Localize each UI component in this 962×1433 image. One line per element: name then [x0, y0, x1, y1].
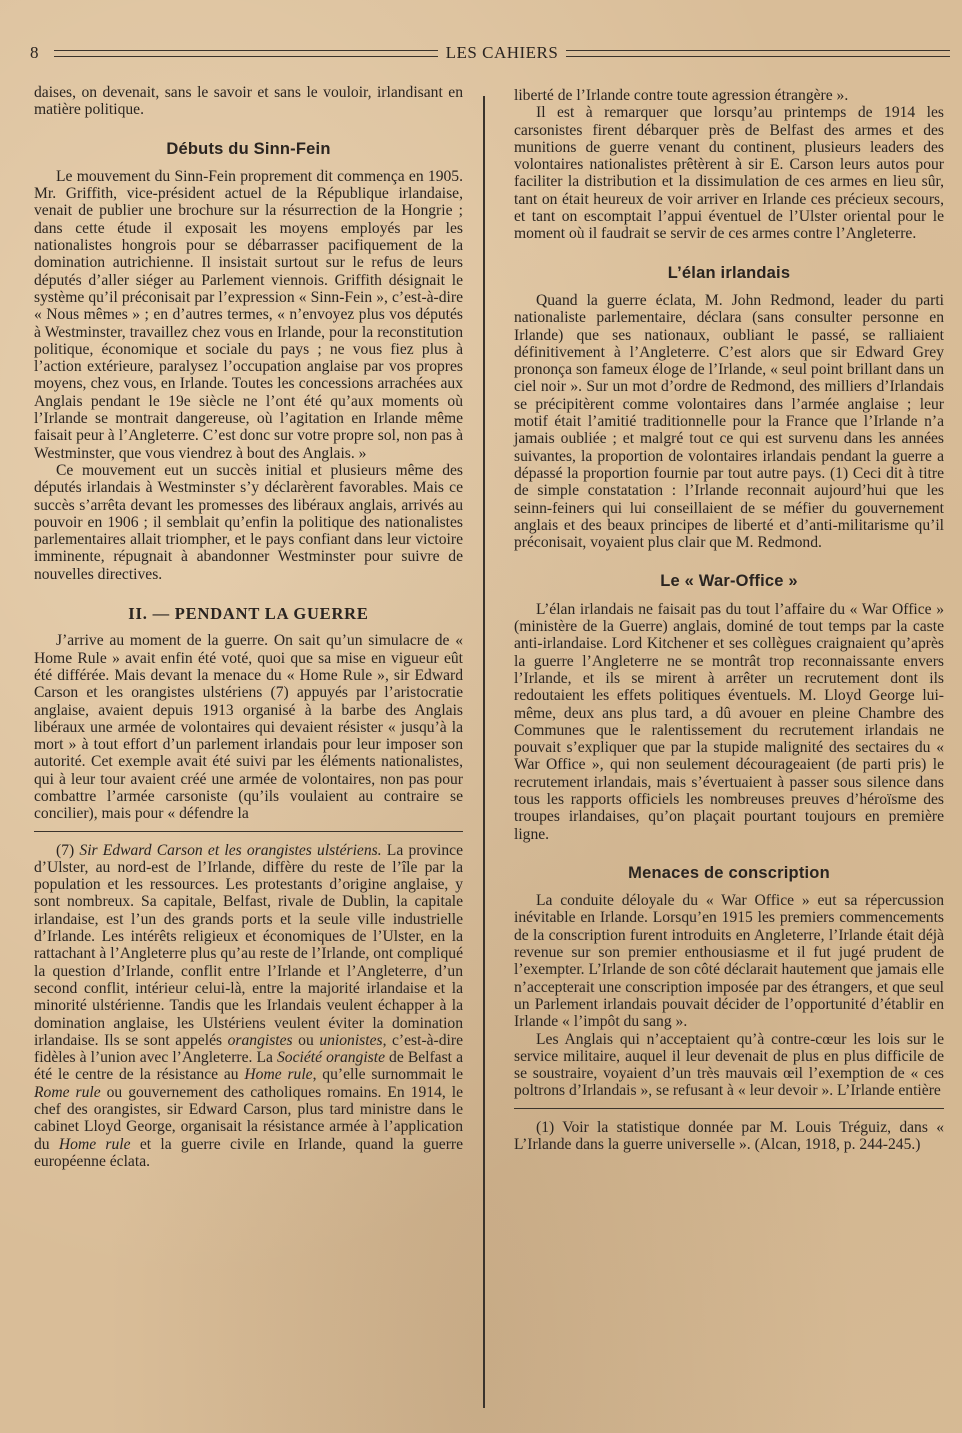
section-heading: Menaces de conscription: [628, 863, 830, 882]
section-heading: II. — PENDANT LA GUERRE: [128, 604, 369, 624]
left-column: [34, 84, 463, 1170]
header-rule-right: [566, 50, 950, 57]
paragraph: Ce mouvement eut un succès initial et plusieurs même des députés irlandais à Westminster s’y déclarèrent favorables. Mais ce succès s’arrêta devant les promesses des libéraux anglais, arrivés au pouvoir en 1906 ; il semblait qu’enfin la politique des nationalistes parlementaires allait triompher, et le pays confiant dans leur victoire imminente, répugnait à abandonner Westminster pour suivre de nouvelles directives.: [34, 461, 463, 583]
page-header: [30, 42, 950, 64]
section-heading: Débuts du Sinn-Fein: [166, 139, 331, 158]
running-title: LES CAHIERS: [445, 43, 559, 62]
paragraph: Quand la guerre éclata, M. John Redmond, leader du parti nationaliste parlementaire, déclara (sans consulter personne en Irlande) que ses nationaux, oubliant le passé, se ralliaient définitivement à l’Angleterre. C’est alors que sir Edward Grey prononça son fameux éloge de l’Irlande, « seul point brillant dans un ciel noir ». Sur un mot d’ordre de Redmond, des milliers d’Irlandais se précipitèrent comme volontaires dans l’armée anglaise ; leur motif était l’amitié traditionnelle pour la France que l’Irlande n’a jamais oubliée ; et malgré tout ce qui est survenu dans les années suivantes, la proportion de volontaires irlandais pendant la guerre a dépassé la proportion fournie par tout autre pays. (1) Ceci dit à titre de simple constatation : l’Irlande reconnait aujourd’hui que les seinn-feiners qui lui conseillaient de se méfier du gouvernement anglais et des beaux principes de liberté et d’anti-militarisme qu’il préconisait, voyaient plus clair que M. Redmond.: [514, 291, 944, 552]
footnote-title: Sir Edward Carson et les orangistes ulstériens.: [79, 841, 382, 859]
paragraph: L’élan irlandais ne faisait pas du tout l’affaire du « War Office » (ministère de la Guerre) anglais, dominé de tout temps par la caste anti-irlandaise. Lord Kitchener et ses collègues craignaient qu’après la guerre l’Angleterre ne se montrât trop reconnaissante envers l’Irlande, et ils se mirent à arrêter un recrutement dont ils redoutaient les effets politiques éventuels. M. Lloyd George lui-même, deux ans plus tard, a dû avouer en pleine Chambre des Communes que le ralentissement du recrutement irlandais ne pouvait s’expliquer que par la stupide malignité des sectaires du « War Office », qui non seulement décourageaient (de parti pris) le recrutement irlandais, mais s’évertuaient à passer sous silence dans tous les rapports officiels les nombreuses preuves d’héroïsme des troupes irlandaises, qu’on plaçait pourtant toujours en première ligne.: [514, 600, 944, 843]
footnote-text: (1) Voir la statistique donnée par M. Louis Tréguiz, dans « L’Irlande dans la guerre universelle ». (Alcan, 1918, p. 244-245.): [514, 1118, 944, 1154]
paragraph: Les Anglais qui n’acceptaient qu’à contre-cœur les lois sur le service militaire, auquel il leur devenait de plus en plus difficile de se soustraire, voyaient d’un très mauvais œil l’exemption de « ces poltrons d’Irlandais », se refusant à « leur devoir ». L’Irlande entière: [514, 1030, 944, 1100]
page-number: 8: [30, 43, 39, 62]
column-divider: [483, 96, 485, 1408]
right-column: [514, 87, 944, 1153]
footnote-rule: [514, 1108, 944, 1109]
footnote-marker: (7): [56, 841, 75, 859]
paragraph: daises, on devenait, sans le savoir et sans le vouloir, irlandisant en matière politique.: [34, 84, 463, 119]
footnote: [514, 1119, 944, 1154]
section-heading: L’élan irlandais: [667, 263, 791, 282]
paragraph: Il est à remarquer que lorsqu’au printemps de 1914 les carsonistes firent débarquer près de Belfast des armes et des munitions de guerre venant du continent, plusieurs leaders des volontaires nationalistes prêtèrent à sir E. Carson leurs autos pour faciliter la distribution et la dissimulation de ces armes en lieu sûr, tant on était heureux de voir arriver en Irlande ces précieux secours, et tant on escomptait l’appui éventuel de l’Ulster oriental pour le moment où il faudrait se servir de ces armes contre l’Angleterre.: [514, 104, 944, 243]
footnote: (7) Sir Edward Carson et les orangistes ulstériens. La province d’Ulster, au nord-est de l’Irlande, diffère du reste de l’île par la population et les ressources. Les protestants d’origine anglaise, y sont nombreux. Sa capitale, Belfast, rivale de Dublin, la capitale irlandaise, est l’un des grands ports et la seule ville industrielle d’Irlande. Les intérêts religieux et économiques de l’Ulster, en la rattachant à l’Angleterre plus qu’au reste de l’Irlande, ont compliqué la question d’Irlande, conflit entre l’Irlande et l’Angleterre, d’un second conflit, intérieur celui-là, entre la majorité irlandaise et la minorité ulstérienne. Tandis que les Irlandais veulent échapper à la domination anglaise, les Ulstériens veulent éviter la domination irlandaise. Ils se sont appelés orangistes ou unionistes, c’est-à-dire fidèles à l’union avec l’Angleterre. La Société orangiste de Belfast a été le centre de la résistance au Home rule, qu’elle surnommait le Rome rule ou gouvernement des catholiques romains. En 1914, le chef des orangistes, sir Edward Carson, plus tard ministre dans le cabinet Lloyd George, organisait la résistance armée à l’application du Home rule et la guerre civile en Irlande, quand la guerre européenne éclata.: [34, 841, 464, 1170]
paragraph: liberté de l’Irlande contre toute agression étrangère ».: [514, 87, 849, 104]
header-rule-left: [54, 50, 438, 57]
paragraph: Le mouvement du Sinn-Fein proprement dit commença en 1905. Mr. Griffith, vice-président actuel de la République irlandaise, venait de publier une brochure sur la résurrection de la Hongrie ; dans cette étude il exposait les moyens employés par les nationalistes hongrois pour se débarrasser pacifiquement de la domination autrichienne. Il insistait surtout sur le refus de leurs députés d’aller siéger au Parlement viennois. Griffith désignait le système qu’il préconisait par l’expression « Sinn-Fein », c’est-à-dire « Nous mêmes » ; en d’autres termes, « n’envoyez plus vos députés à Westminster, travaillez chez vous en Irlande, pour la reconstitution politique, économique et sociale du pays ; ne vous fiez plus à l’action extérieure, paralysez l’occupation anglaise par vos propres moyens, chez vous, en Irlande. Toutes les concessions arrachées aux Anglais pendant le 19e siècle ne l’ont été qu’aux moments où l’Irlande se montrait dangereuse, où l’agitation en Irlande même faisait peur à l’Angleterre. C’est donc sur votre propre sol, non pas à Westminster, que vous viendrez à bout des Anglais. »: [34, 167, 463, 462]
footnote-rule: [34, 831, 463, 832]
paragraph: J’arrive au moment de la guerre. On sait qu’un simulacre de « Home Rule » avait enfin été voté, quoi que sa mise en vigueur eût été différée. Mais devant la menace du « Home Rule », sir Edward Carson et les orangistes ulstériens (7) appuyés par l’aristocratie anglaise, avaient depuis 1913 organisé à la barbe des Anglais libéraux une armée de volontaires qui devaient résister « jusqu’à la mort » à tout effort d’un parlement irlandais pour leur imposer son autorité. Cet exemple avait été suivi par les éléments nationalistes, qui à leur tour avaient créé une armée de volontaires, non pas pour combattre l’armée carsoniste (qu’ils voulaient au contraire se concilier), mais pour « défendre la: [34, 632, 463, 823]
section-heading: Le « War-Office »: [660, 572, 798, 591]
paragraph: La conduite déloyale du « War Office » eut sa répercussion inévitable en Irlande. Lorsqu’en 1915 les premiers commencements de la conscription furent introduits en Angleterre, l’Irlande était déjà revenue sur son premier enthousiasme et il fut jugé prudent de l’exempter. L’Irlande de son côté déclarait hautement que jamais elle n’accepterait une conscription imposée par des étrangers, et que seul un Parlement irlandais pouvait décider de l’opportunité d’établir en Irlande « l’impôt du sang ».: [514, 892, 944, 1031]
